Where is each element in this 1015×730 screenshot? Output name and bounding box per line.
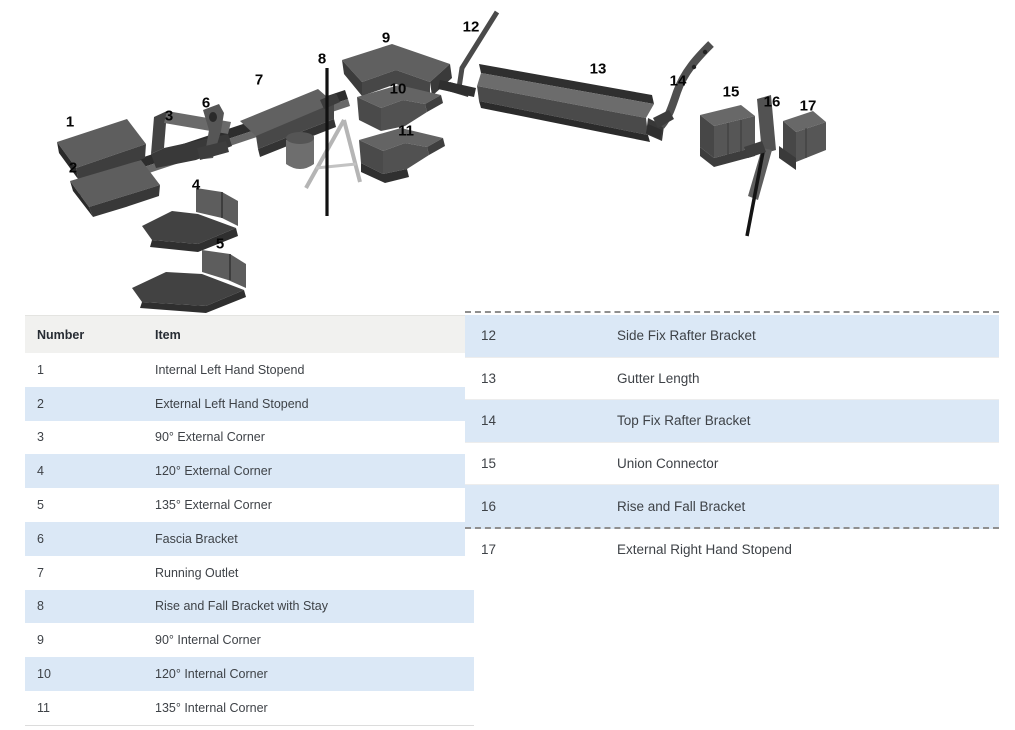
part-item-cell: Side Fix Rafter Bracket (617, 328, 756, 344)
part-item-cell: Union Connector (617, 456, 719, 472)
part-item-cell: 135° External Corner (155, 498, 272, 513)
parts-table-left-body (25, 353, 474, 725)
parts-table-right (465, 311, 999, 571)
part-label-gutter-length: 13 (589, 60, 607, 78)
table-row-part-8 (25, 590, 474, 624)
part-label-120-external-corner: 4 (191, 176, 201, 194)
part-label-external-right-hand-stopend: 17 (799, 97, 817, 115)
table-row-part-17 (465, 529, 999, 571)
part-number-cell: 4 (37, 464, 44, 479)
part-number-cell: 7 (37, 565, 44, 580)
table-row-part-3 (25, 421, 474, 455)
part-label-running-outlet: 7 (254, 71, 264, 89)
part-label-top-fix-rafter-bracket: 14 (669, 72, 687, 90)
table-row-part-4 (25, 454, 474, 488)
part-item-cell: 120° External Corner (155, 464, 272, 479)
table-row-part-10 (25, 657, 474, 691)
part-label-120-internal-corner: 10 (389, 80, 407, 98)
table-row-part-14 (465, 400, 999, 443)
part-item-cell: 90° Internal Corner (155, 633, 261, 648)
part-number-cell: 2 (37, 396, 44, 411)
part-number-cell: 1 (37, 362, 44, 377)
part-label-external-left-hand-stopend: 2 (68, 159, 78, 177)
part-label-internal-left-hand-stopend: 1 (65, 113, 75, 131)
part-number-cell: 17 (481, 542, 497, 558)
parts-diagram (0, 0, 1015, 315)
part-label-135-external-corner: 5 (215, 235, 225, 253)
part-label-rise-and-fall-bracket: 16 (763, 93, 781, 111)
part-number-cell: 15 (481, 456, 497, 472)
table-row-part-5 (25, 488, 474, 522)
part-label-union-connector: 15 (722, 83, 740, 101)
part-number-cell: 9 (37, 633, 44, 648)
table-row-part-12 (465, 315, 999, 358)
part-item-cell: 135° Internal Corner (155, 700, 268, 715)
part-label-90-internal-corner: 9 (381, 29, 391, 47)
part-item-cell: Gutter Length (617, 370, 700, 386)
part-label-fascia-bracket: 6 (201, 94, 211, 112)
table-row-part-6 (25, 522, 474, 556)
part-label-side-fix-rafter-bracket: 12 (462, 18, 480, 36)
part-number-cell: 10 (37, 667, 51, 682)
part-item-cell: Internal Left Hand Stopend (155, 362, 305, 377)
part-label-135-internal-corner: 11 (398, 122, 414, 140)
part-number-cell: 8 (37, 599, 44, 614)
column-header-item: Item (155, 327, 181, 342)
part-number-cell: 11 (37, 700, 50, 715)
part-number-cell: 6 (37, 531, 44, 546)
table-row-part-13 (465, 358, 999, 401)
part-number-cell: 12 (481, 328, 497, 344)
part-15-shape (700, 105, 755, 167)
part-item-cell: 90° External Corner (155, 430, 265, 445)
table-row-part-9 (25, 623, 474, 657)
parts-diagram-artwork (0, 0, 1015, 315)
part-item-cell: Fascia Bracket (155, 531, 238, 546)
parts-table-header (25, 315, 474, 353)
table-row-part-1 (25, 353, 474, 387)
table-row-part-11 (25, 691, 474, 725)
table-row-part-2 (25, 387, 474, 421)
part-label-90-external-corner: 3 (164, 107, 174, 125)
part-item-cell: 120° Internal Corner (155, 667, 268, 682)
part-item-cell: Rise and Fall Bracket (617, 498, 746, 514)
table-row-part-15 (465, 443, 999, 486)
part-number-cell: 3 (37, 430, 44, 445)
part-17-shape (779, 111, 826, 170)
part-number-cell: 16 (481, 498, 497, 514)
part-number-cell: 14 (481, 413, 497, 429)
parts-table-right-body (465, 315, 999, 571)
part-item-cell: Top Fix Rafter Bracket (617, 413, 751, 429)
part-number-cell: 13 (481, 370, 497, 386)
part-item-cell: Rise and Fall Bracket with Stay (155, 599, 328, 614)
parts-table-left (25, 315, 474, 726)
table-row-part-16 (465, 485, 999, 529)
part-item-cell: Running Outlet (155, 565, 239, 580)
part-item-cell: External Left Hand Stopend (155, 396, 309, 411)
table-row-part-7 (25, 556, 474, 590)
part-item-cell: External Right Hand Stopend (617, 542, 792, 558)
part-number-cell: 5 (37, 498, 44, 513)
part-13-shape (477, 60, 664, 142)
part-label-rise-and-fall-bracket-with-stay: 8 (317, 50, 327, 68)
part-5-shape (132, 250, 246, 313)
column-header-number: Number (37, 327, 85, 342)
